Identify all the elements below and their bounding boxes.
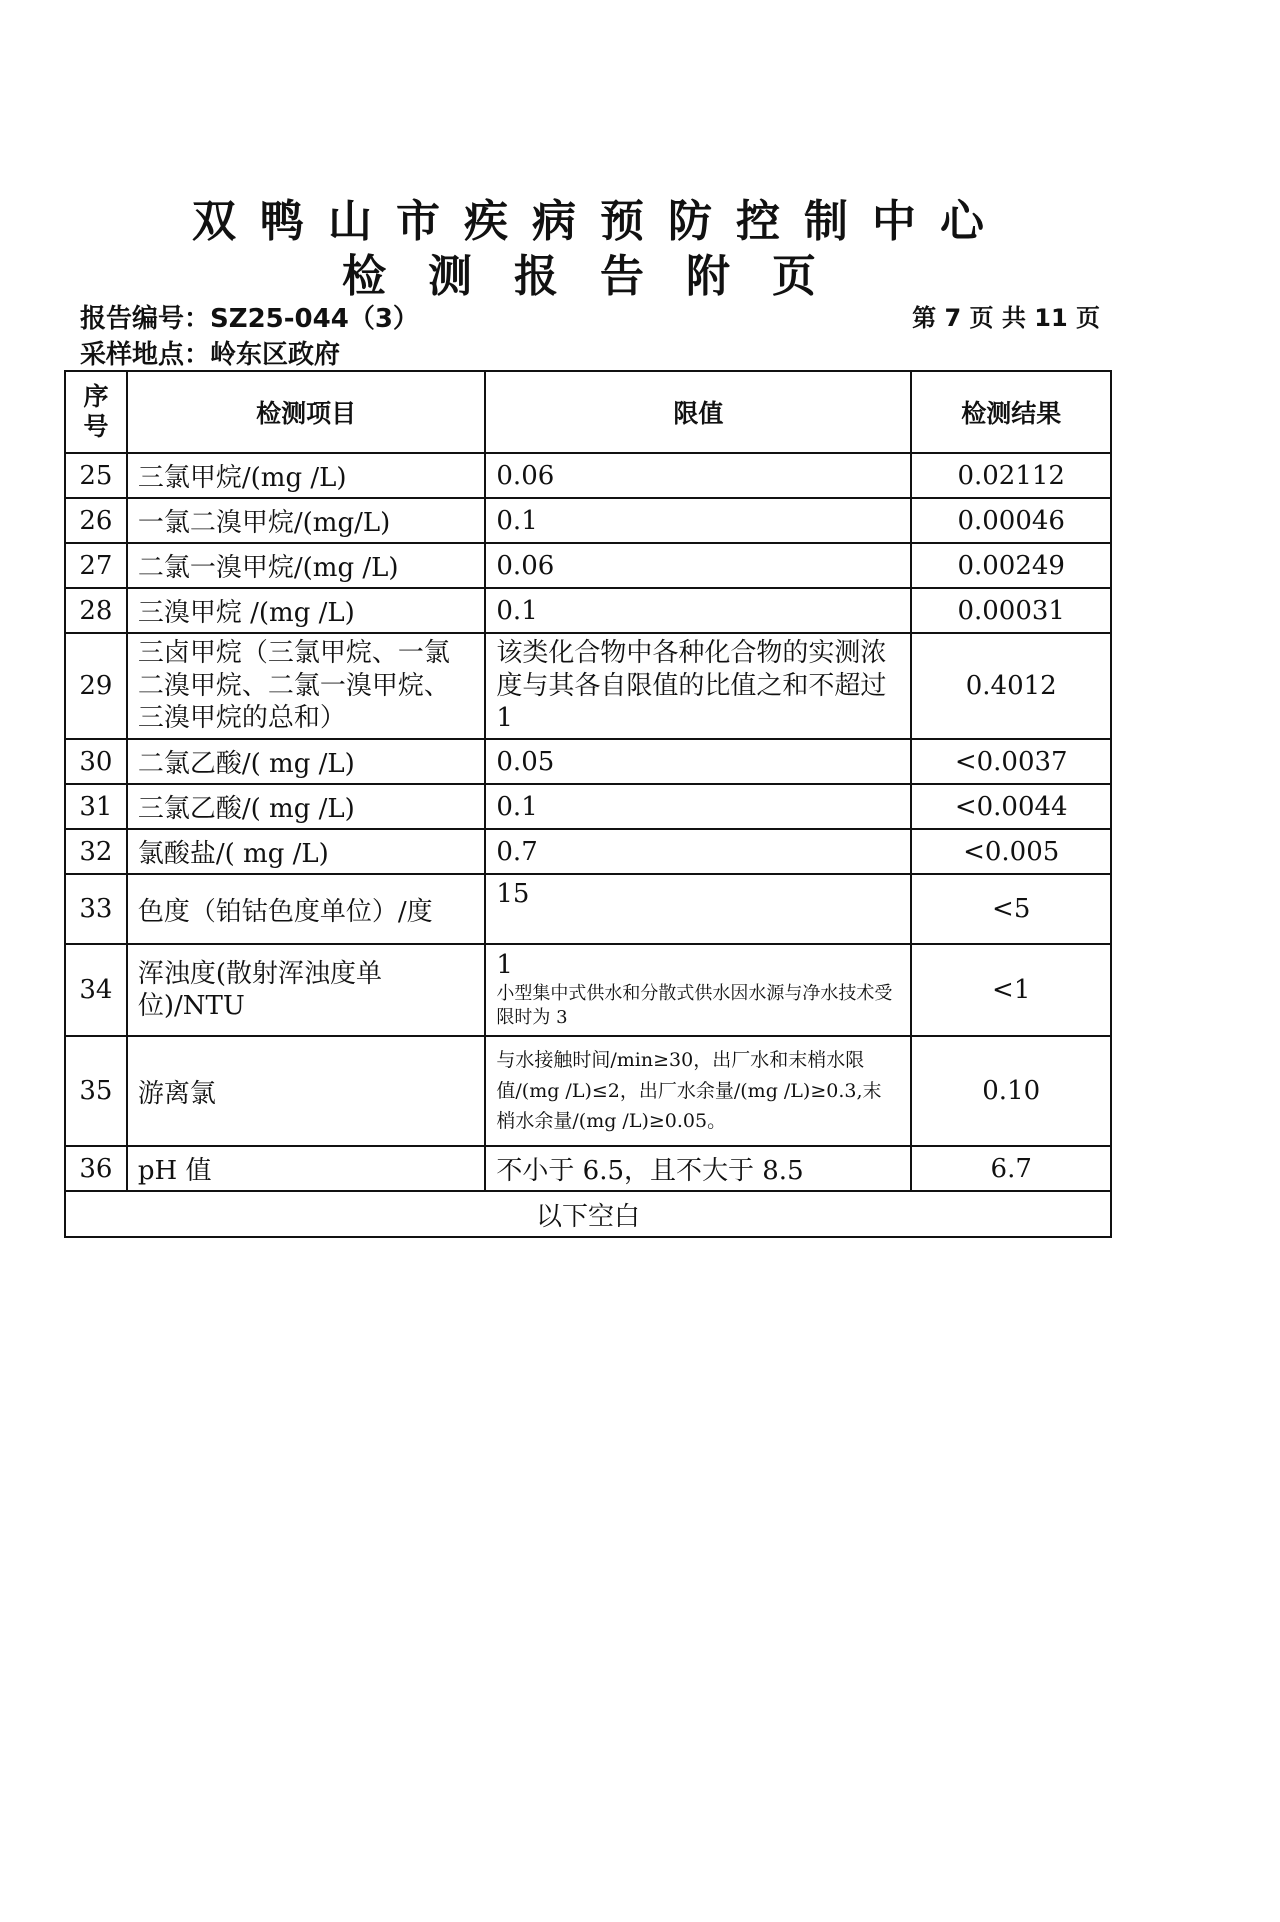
row-item: 三氯甲烷/(mg /L) bbox=[127, 453, 486, 498]
row-limit: 0.06 bbox=[485, 543, 911, 588]
row-result: <5 bbox=[911, 874, 1111, 944]
table-row bbox=[65, 829, 1111, 874]
row-limit: 15 bbox=[485, 874, 911, 944]
table-row bbox=[65, 944, 1111, 1036]
table-row bbox=[65, 1036, 1111, 1146]
row-seq: 26 bbox=[65, 498, 127, 543]
page-info: 第 7 页 共 11 页 bbox=[912, 304, 1100, 332]
row-result: 0.00249 bbox=[911, 543, 1111, 588]
row-limit: 0.1 bbox=[485, 498, 911, 543]
table-footer-row bbox=[65, 1191, 1111, 1237]
row-limit: 不小于 6.5，且不大于 8.5 bbox=[485, 1146, 911, 1191]
row-seq: 33 bbox=[65, 874, 127, 944]
row-item: 三氯乙酸/( mg /L) bbox=[127, 784, 486, 829]
table-header-row bbox=[65, 371, 1111, 453]
row-limit: 0.1 bbox=[485, 588, 911, 633]
row-result: 0.02112 bbox=[911, 453, 1111, 498]
row-result: <0.0044 bbox=[911, 784, 1111, 829]
row-limit: 1 bbox=[496, 950, 513, 981]
row-item: 浑浊度(散射浑浊度单位)/NTU bbox=[127, 944, 486, 1036]
row-limit: 0.05 bbox=[485, 739, 911, 784]
org-title: 双鸭山市疾病预防控制中心 bbox=[192, 196, 1008, 247]
table-row bbox=[65, 739, 1111, 784]
row-limit: 0.06 bbox=[485, 453, 911, 498]
row-item: 氯酸盐/( mg /L) bbox=[127, 829, 486, 874]
row-seq: 25 bbox=[65, 453, 127, 498]
row-limit-note: 小型集中式供水和分散式供水因水源与净水技术受限时为 3 bbox=[496, 982, 893, 1029]
row-result: 6.7 bbox=[911, 1146, 1111, 1191]
row-item: 二氯乙酸/( mg /L) bbox=[127, 739, 486, 784]
row-result: <0.0037 bbox=[911, 739, 1111, 784]
header-seq: 序号 bbox=[65, 371, 127, 453]
row-item: 游离氯 bbox=[127, 1036, 486, 1146]
table-row bbox=[65, 543, 1111, 588]
row-result: <0.005 bbox=[911, 829, 1111, 874]
row-item: 二氯一溴甲烷/(mg /L) bbox=[127, 543, 486, 588]
row-item: 三溴甲烷 /(mg /L) bbox=[127, 588, 486, 633]
row-item: 色度（铂钴色度单位）/度 bbox=[127, 874, 486, 944]
header-item: 检测项目 bbox=[127, 371, 486, 453]
row-item: pH 值 bbox=[127, 1146, 486, 1191]
table-row bbox=[65, 498, 1111, 543]
blank-below-note: 以下空白 bbox=[65, 1191, 1111, 1237]
table-row bbox=[65, 633, 1111, 739]
header-result: 检测结果 bbox=[911, 371, 1111, 453]
header-limit: 限值 bbox=[485, 371, 911, 453]
row-result: 0.4012 bbox=[911, 633, 1111, 739]
row-result: 0.10 bbox=[911, 1036, 1111, 1146]
sampling-location: 采样地点：岭东区政府 bbox=[80, 340, 341, 370]
table-row bbox=[65, 874, 1111, 944]
row-seq: 32 bbox=[65, 829, 127, 874]
row-item: 一氯二溴甲烷/(mg/L) bbox=[127, 498, 486, 543]
row-seq: 36 bbox=[65, 1146, 127, 1191]
table-row bbox=[65, 453, 1111, 498]
row-limit: 0.1 bbox=[485, 784, 911, 829]
row-seq: 31 bbox=[65, 784, 127, 829]
row-result: 0.00046 bbox=[911, 498, 1111, 543]
row-limit: 与水接触时间/min≥30，出厂水和末梢水限值/(mg /L)≤2，出厂水余量/(mg /L)≥0.3,末梢水余量/(mg /L)≥0.05。 bbox=[485, 1036, 911, 1146]
row-limit: 0.7 bbox=[485, 829, 911, 874]
row-seq: 29 bbox=[65, 633, 127, 739]
row-seq: 30 bbox=[65, 739, 127, 784]
table-row bbox=[65, 784, 1111, 829]
row-seq: 27 bbox=[65, 543, 127, 588]
report-subtitle: 检测报告附页 bbox=[342, 251, 858, 302]
row-limit: 该类化合物中各种化合物的实测浓度与其各自限值的比值之和不超过 1 bbox=[485, 633, 911, 739]
row-seq: 34 bbox=[65, 944, 127, 1036]
row-seq: 35 bbox=[65, 1036, 127, 1146]
table-row bbox=[65, 588, 1111, 633]
row-item: 三卤甲烷（三氯甲烷、一氯二溴甲烷、二氯一溴甲烷、三溴甲烷的总和） bbox=[127, 633, 486, 739]
row-limit-cell bbox=[485, 944, 911, 1036]
table-row bbox=[65, 1146, 1111, 1191]
results-table bbox=[64, 370, 1112, 1238]
row-result: <1 bbox=[911, 944, 1111, 1036]
row-seq: 28 bbox=[65, 588, 127, 633]
report-number: 报告编号：SZ25-044（3） bbox=[80, 304, 419, 334]
row-result: 0.00031 bbox=[911, 588, 1111, 633]
